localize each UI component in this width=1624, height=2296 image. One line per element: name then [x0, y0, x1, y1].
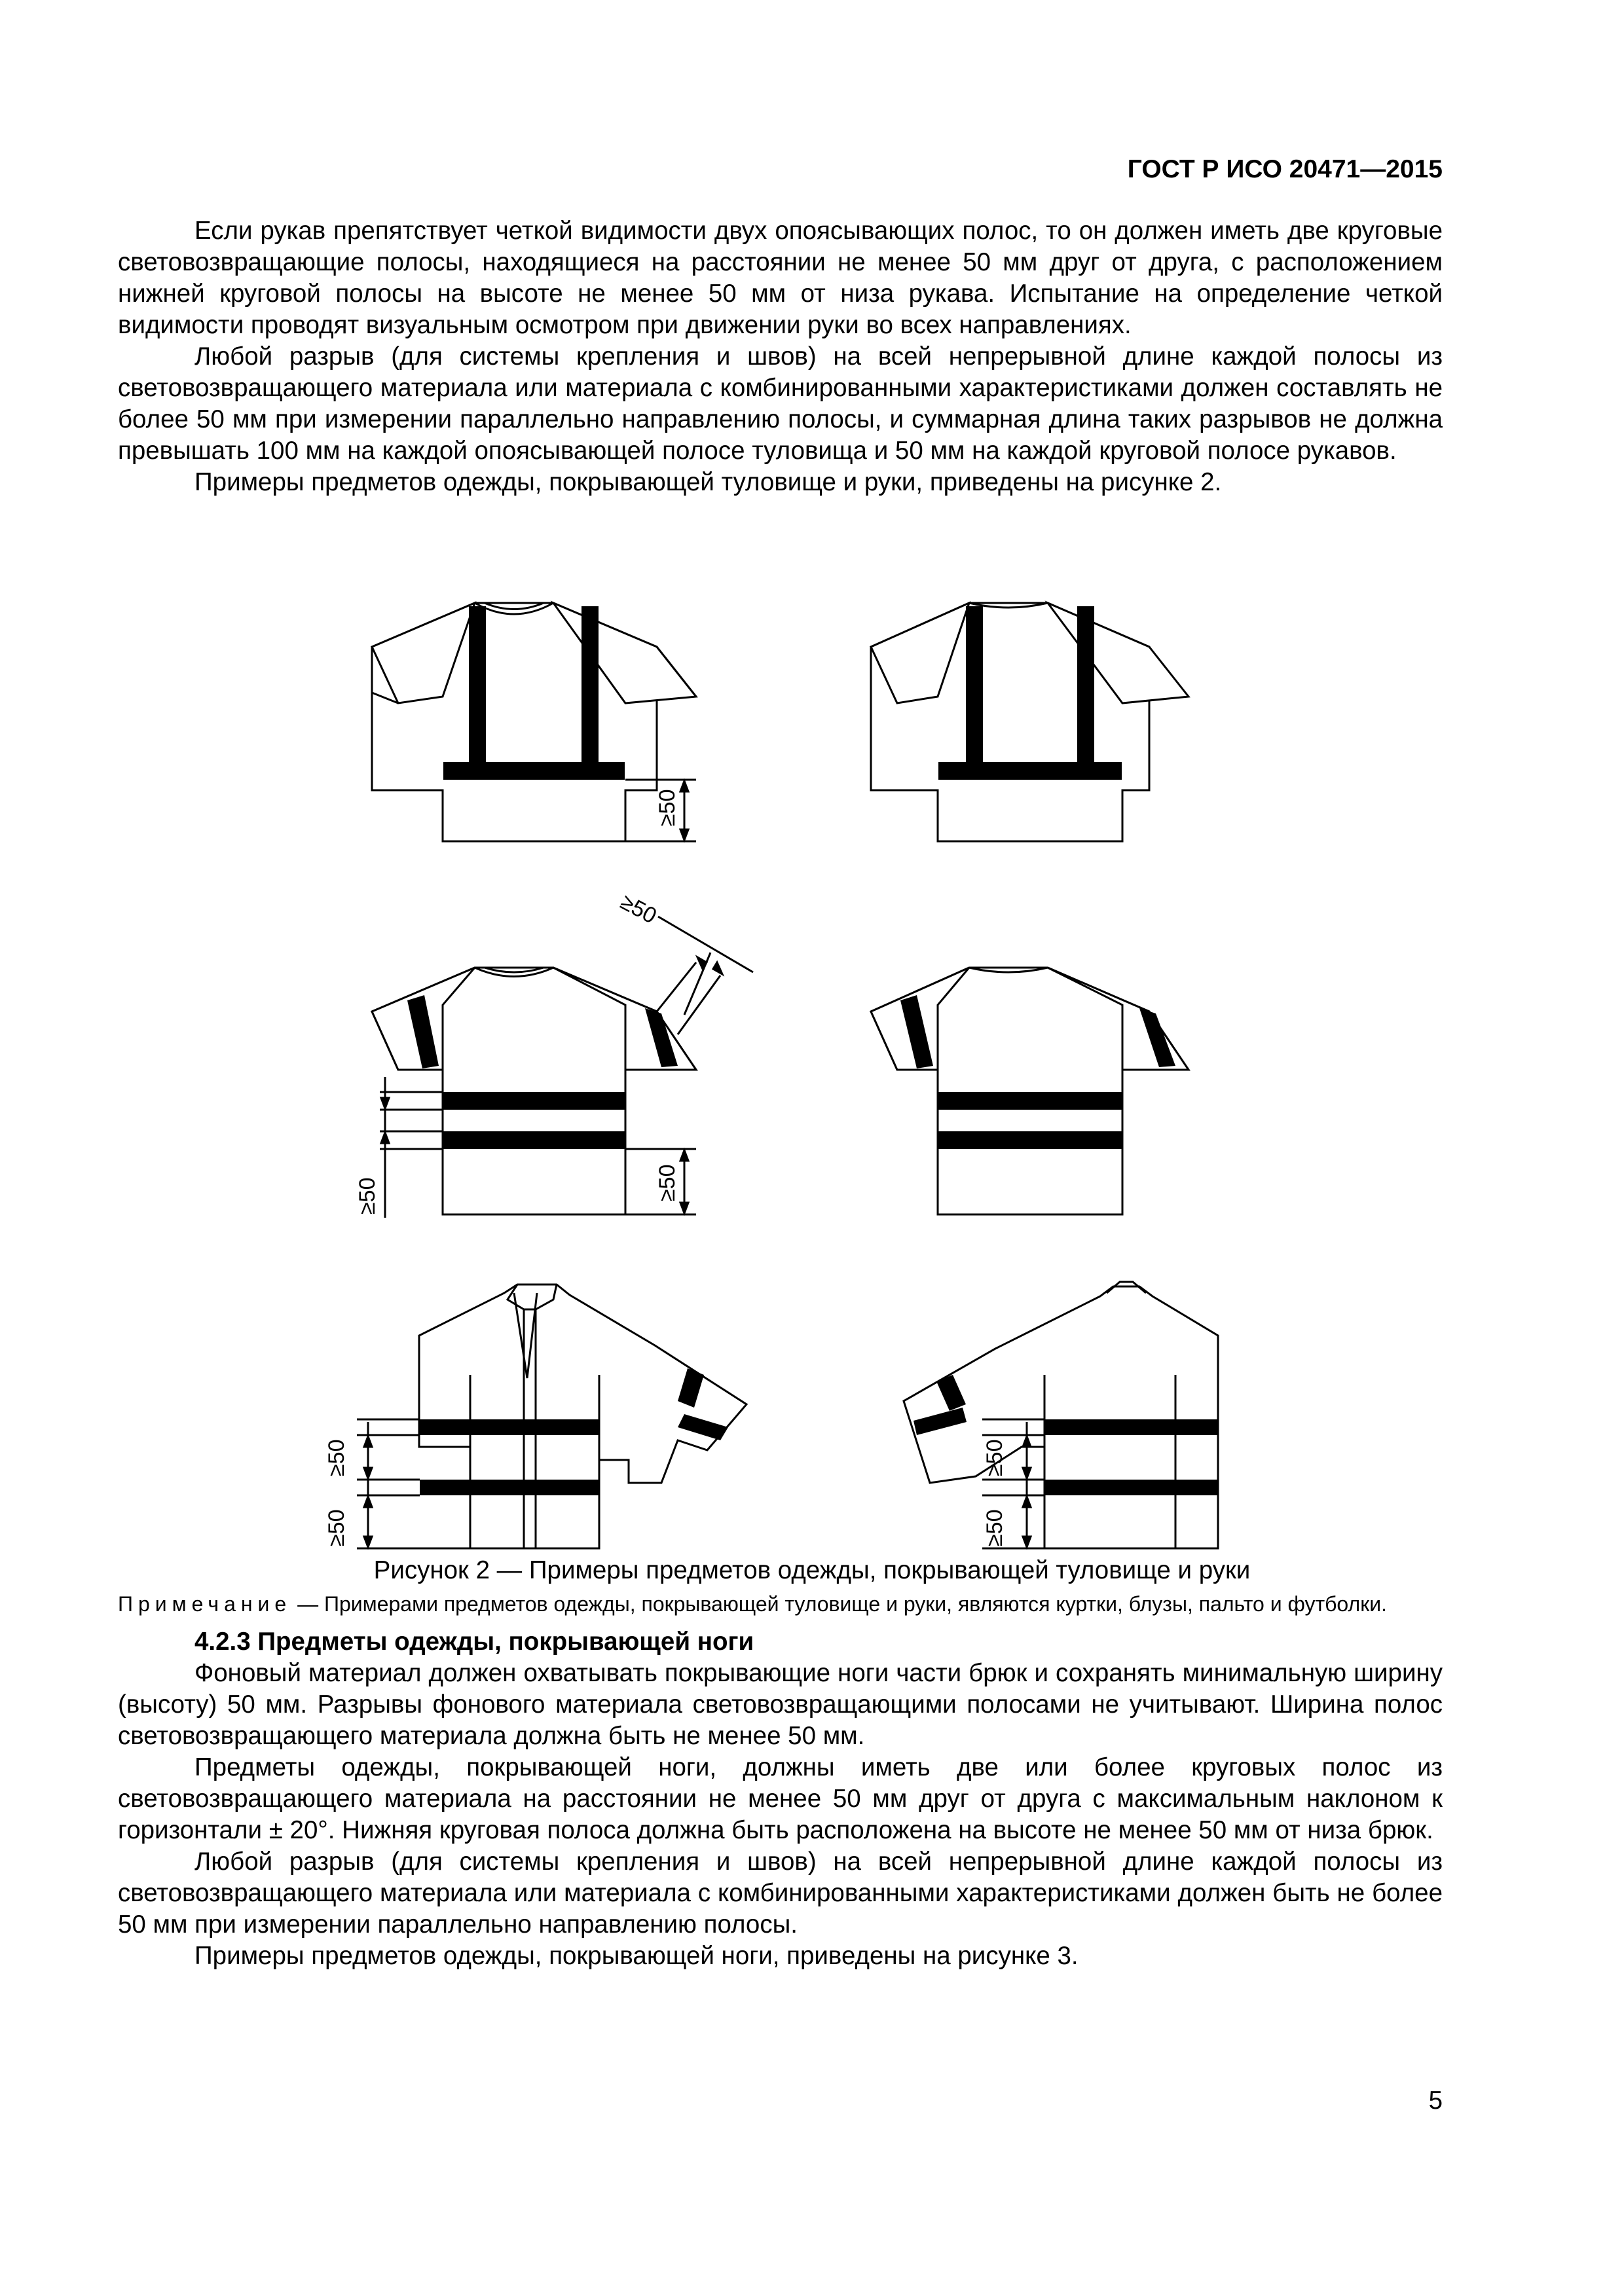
- paragraph-sleeve-bands: Если рукав препятствует четкой видимости двух опоясывающих полос, то он должен иметь две круговые световозвращающие полосы, находящиеся на расстоянии не менее 50 мм друг от друга, с расположением нижней круговой полосы на высоте не менее 50 мм от низа рукава. Испытание на определение четкой видимости проводят визуальным осмотром при движении руки во всех направлениях.: [118, 217, 1443, 339]
- figure-note: [118, 1591, 1443, 1617]
- page-number: 5: [1428, 2086, 1443, 2115]
- figure-caption: Рисунок 2 — Примеры предметов одежды, покрывающей туловище и руки: [373, 1556, 1251, 1584]
- document-header: ГОСТ Р ИСО 20471—2015: [1127, 155, 1443, 183]
- paragraph-leg-bands: Предметы одежды, покрывающей ноги, должны иметь две или более круговых полос из световозвращающего материала на расстоянии не менее 50 мм друг от друга с максимальным наклоном к горизонтали ± 20°. Нижняя круговая полоса должна быть расположена на высоте не менее 50 мм от низа брюк.: [118, 1753, 1443, 1844]
- tshirt-front-horizontal-bands: [355, 890, 753, 1218]
- paragraph-leg-band-gaps: Любой разрыв (для системы крепления и швов) на всей непрерывной длине каждой полосы из световозвращающего материала или материала с комбинированными характеристиками должен быть не более 50 мм при измерении параллельно направлению полосы.: [118, 1848, 1443, 1939]
- dim-label-gap: ≥50: [355, 1177, 380, 1214]
- dim-label-back-gap: ≥50: [982, 1439, 1007, 1476]
- tshirt-back-horizontal-bands: [871, 968, 1189, 1214]
- dim-label-jacket-gap: ≥50: [324, 1439, 349, 1476]
- lower-text-block: [118, 1591, 1443, 1972]
- note-text: — Примерами предметов одежды, покрывающей туловище и руки, являются куртки, блузы, пальто и футболки.: [291, 1592, 1387, 1616]
- dim-label-sleeve: ≥50: [616, 889, 661, 929]
- dim-label-hem: ≥50: [655, 1164, 680, 1201]
- tshirt-front-suspenders: [372, 603, 696, 841]
- paragraph-figure-reference: Примеры предметов одежды, покрывающей туловище и руки, приведены на рисунке 2.: [194, 468, 1222, 496]
- note-label: Примечание: [118, 1592, 292, 1616]
- paragraph-figure3-reference: Примеры предметов одежды, покрывающей ноги, приведены на рисунке 3.: [194, 1942, 1079, 1970]
- dim-label-back-hem: ≥50: [982, 1509, 1007, 1546]
- paragraph-band-gaps: Любой разрыв (для системы крепления и швов) на всей непрерывной длине каждой полосы из световозвращающего материала или материала с комбинированными характеристиками должен составлять не более 50 мм при измерении параллельно направлению полосы, и суммарная длина таких разрывов не должна превышать 100 мм на каждой опоясывающей полосе туловища и 50 мм на каждой круговой полосе рукавов.: [118, 342, 1443, 465]
- tshirt-back-suspenders: [871, 603, 1189, 841]
- jacket-back: [904, 1282, 1218, 1548]
- section-heading: 4.2.3 Предметы одежды, покрывающей ноги: [194, 1628, 754, 1656]
- jacket-front: [324, 1285, 747, 1548]
- dim-label-jacket-hem: ≥50: [324, 1509, 349, 1546]
- dim-label: ≥50: [655, 789, 680, 826]
- paragraph-background-material: Фоновый материал должен охватывать покрывающие ноги части брюк и сохранять минимальную ширину (высоту) 50 мм. Разрывы фонового материала световозвращающими полосами не учитывают. Ширина полос световозвращающего материала должна быть не менее 50 мм.: [118, 1659, 1443, 1750]
